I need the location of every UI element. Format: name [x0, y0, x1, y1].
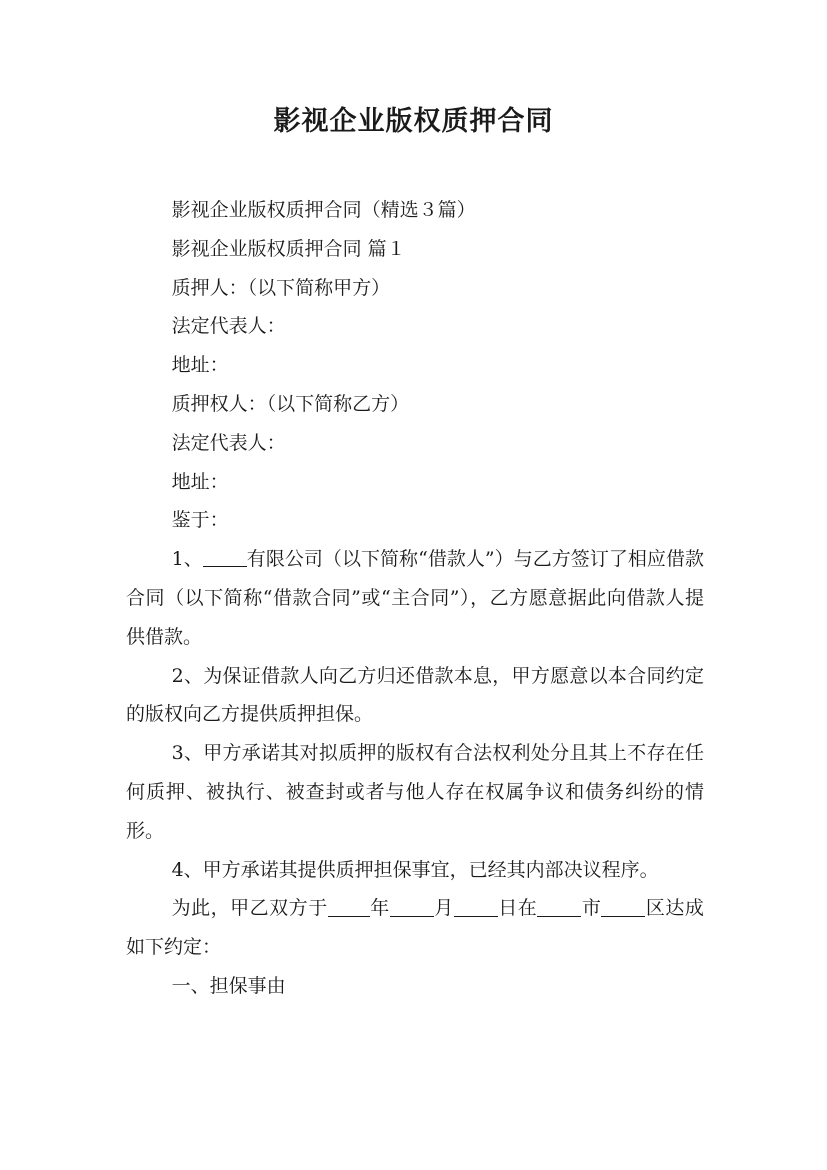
pledgee-line: 质押权人：（以下简称乙方）	[171, 392, 410, 415]
clause-2: 2、为保证借款人向乙方归还借款本息，甲方愿意以本合同约定的版权向乙方提供质押担保。	[126, 664, 704, 726]
agreement-prefix: 为此，甲乙双方于	[171, 897, 328, 920]
whereas-line: 鉴于：	[171, 509, 229, 532]
agreement-day: 日在	[497, 897, 538, 920]
agreement-city: 市	[581, 897, 602, 920]
document-title: 影视企业版权质押合同	[273, 106, 554, 137]
clause-1	[126, 540, 704, 656]
clause-1-number: 1、	[171, 548, 203, 571]
pledgor-line: 质押人：（以下简称甲方）	[171, 276, 391, 299]
agreement-suffix: 达成如下约定：	[126, 897, 704, 959]
agreement-year: 年	[369, 897, 390, 920]
blank-company-name	[203, 547, 247, 567]
section-heading: 影视企业版权质押合同 篇１	[171, 237, 406, 260]
agreement-month: 月	[433, 897, 454, 920]
clause-4: 4、甲方承诺其提供质押担保事宜，已经其内部决议程序。	[171, 858, 659, 881]
document-body	[126, 191, 704, 1006]
blank-year	[328, 897, 370, 917]
subtitle-line: 影视企业版权质押合同（精选３篇）	[171, 199, 476, 221]
clause-3: 3、甲方承诺其对拟质押的版权有合法权利处分且其上不存在任何质押、被执行、被查封或者与他人存在权属争议和债务纠纷的情形。	[126, 742, 704, 842]
blank-month	[390, 897, 434, 917]
blank-district	[601, 897, 645, 917]
clause-1-text: 有限公司（以下简称“借款人”）与乙方签订了相应借款合同（以下简称“借款合同”或“主合同”），乙方愿意据此向借款人提供借款。	[126, 548, 704, 648]
blank-city	[537, 897, 581, 917]
agreement-paragraph	[126, 889, 704, 967]
legal-rep-line-b: 法定代表人：	[171, 431, 286, 454]
blank-day	[454, 897, 498, 917]
agreement-district: 区	[645, 897, 666, 920]
address-line-a: 地址：	[171, 354, 229, 377]
legal-rep-line-a: 法定代表人：	[171, 315, 286, 338]
address-line-b: 地址：	[171, 470, 229, 493]
section-1-heading: 一、担保事由	[171, 974, 286, 997]
